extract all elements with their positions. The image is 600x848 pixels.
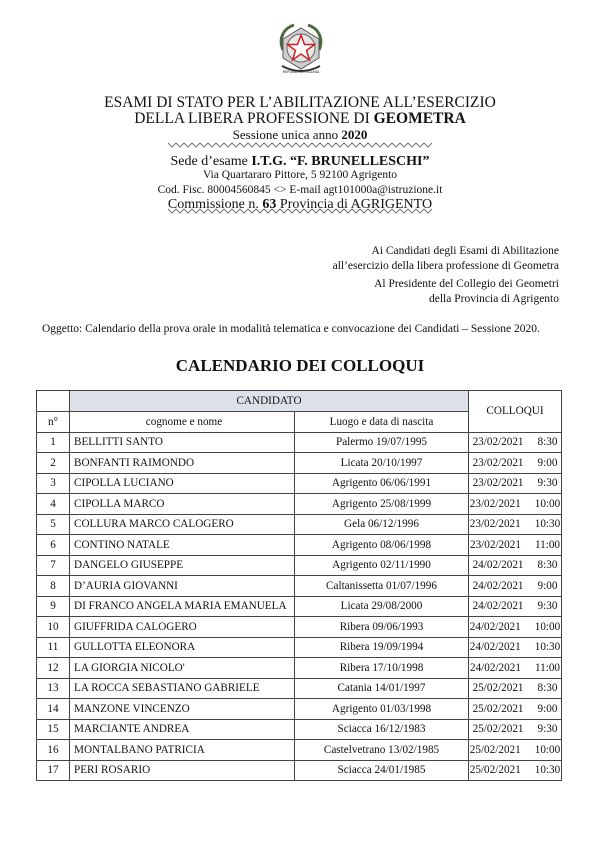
row-number: 17	[37, 760, 70, 781]
table-row	[37, 678, 562, 699]
table-row	[37, 740, 562, 761]
calendar-title: CALENDARIO DEI COLLOQUI	[175, 356, 425, 375]
table-row	[37, 432, 562, 453]
sede-prefix: Sede d’esame	[170, 154, 252, 169]
colloquio-slot	[469, 514, 562, 535]
recipient-candidates-line2: all’esercizio della libera professione di Geometra	[332, 260, 559, 272]
birth-place-date: Catania 14/01/1997	[295, 678, 469, 699]
colloquio-time: 10:30	[534, 641, 561, 654]
row-number: 2	[37, 453, 70, 474]
candidate-name: MARCIANTE ANDREA	[70, 719, 295, 740]
colloquio-slot	[469, 740, 562, 761]
birth-place-date: Agrigento 08/06/1998	[295, 535, 469, 556]
colloquio-date: 23/02/2021	[469, 497, 521, 510]
row-number: 6	[37, 535, 70, 556]
colloquio-date: 24/02/2021	[472, 600, 524, 613]
birth-place-date: Gela 06/12/1996	[295, 514, 469, 535]
birth-place-date: Agrigento 02/11/1990	[295, 555, 469, 576]
birth-place-date: Ribera 09/06/1993	[295, 617, 469, 638]
colloquio-slot	[469, 678, 562, 699]
colloquio-date: 23/02/2021	[469, 538, 521, 551]
colloquio-time: 9:30	[537, 723, 558, 736]
row-number: 14	[37, 699, 70, 720]
colloquio-time: 8:30	[537, 682, 558, 695]
birth-place-date: Agrigento 01/03/1998	[295, 699, 469, 720]
table-row	[37, 658, 562, 679]
recipient-president-line1: Al Presidente del Collegio dei Geometri	[374, 278, 559, 290]
colloquio-date: 25/02/2021	[469, 764, 521, 777]
colloquio-date: 25/02/2021	[472, 682, 524, 695]
decorative-divider	[168, 207, 432, 215]
candidate-name: BONFANTI RAIMONDO	[70, 453, 295, 474]
header-line2-prefix: DELLA LIBERA PROFESSIONE DI	[134, 110, 374, 127]
colloquio-date: 23/02/2021	[472, 477, 524, 490]
colloquio-slot	[469, 555, 562, 576]
row-number: 4	[37, 494, 70, 515]
table-row	[37, 617, 562, 638]
colloquio-slot	[469, 473, 562, 494]
candidate-name: COLLURA MARCO CALOGERO	[70, 514, 295, 535]
colloquio-time: 10:00	[534, 743, 561, 756]
colloquio-date: 24/02/2021	[469, 620, 521, 633]
colloquio-date: 25/02/2021	[472, 702, 524, 715]
birth-place-date: Castelvetrano 13/02/1985	[295, 740, 469, 761]
row-number: 9	[37, 596, 70, 617]
candidate-name: CONTINO NATALE	[70, 535, 295, 556]
candidate-name: CIPOLLA LUCIANO	[70, 473, 295, 494]
subject-line: Oggetto: Calendario della prova orale in modalità telematica e convocazione dei Candidati – Sessione 2020.	[42, 323, 540, 335]
birth-place-date: Agrigento 25/08/1999	[295, 494, 469, 515]
recipient-president-line2: della Provincia di Agrigento	[429, 293, 559, 305]
colloquio-time: 10:00	[534, 497, 561, 510]
candidate-name: PERI ROSARIO	[70, 760, 295, 781]
colloquio-time: 10:30	[534, 518, 561, 531]
table-row	[37, 555, 562, 576]
row-number: 5	[37, 514, 70, 535]
header-line1: ESAMI DI STATO PER L’ABILITAZIONE ALL’ESERCIZIO	[104, 94, 496, 111]
table-row	[37, 535, 562, 556]
colloquio-date: 25/02/2021	[469, 743, 521, 756]
colloquio-slot	[469, 535, 562, 556]
candidate-name: DANGELO GIUSEPPE	[70, 555, 295, 576]
header-spacer	[37, 391, 70, 412]
colloquio-slot	[469, 596, 562, 617]
colloquio-slot	[469, 699, 562, 720]
recipient-president	[374, 277, 559, 307]
commission-number: 63	[262, 197, 277, 212]
row-number: 13	[37, 678, 70, 699]
table-row	[37, 514, 562, 535]
table-row	[37, 719, 562, 740]
candidate-name: DI FRANCO ANGELA MARIA EMANUELA	[70, 596, 295, 617]
recipient-candidates-line1: Ai Candidati degli Esami di Abilitazione	[371, 245, 559, 257]
table-row	[37, 453, 562, 474]
header-line2	[0, 111, 600, 127]
colloquio-date: 24/02/2021	[472, 559, 524, 572]
candidate-name: LA GIORGIA NICOLO'	[70, 658, 295, 679]
colloquio-date: 24/02/2021	[469, 641, 521, 654]
calendar-table	[36, 390, 562, 781]
recipient-candidates	[333, 244, 559, 274]
colloquio-time: 10:30	[534, 764, 561, 777]
colloquio-time: 9:00	[537, 456, 558, 469]
candidate-name: LA ROCCA SEBASTIANO GABRIELE	[70, 678, 295, 699]
sede-address: Via Quartararo Pittore, 5 92100 Agrigento	[202, 169, 398, 181]
colloquio-date: 23/02/2021	[472, 456, 524, 469]
colloquio-date: 24/02/2021	[472, 579, 524, 592]
table-row	[37, 576, 562, 597]
colloquio-date: 24/02/2021	[469, 661, 521, 674]
row-number: 10	[37, 617, 70, 638]
colloquio-time: 9:00	[537, 702, 558, 715]
colloquio-slot	[469, 432, 562, 453]
colloquio-slot	[469, 719, 562, 740]
colloquio-date: 25/02/2021	[472, 723, 524, 736]
candidate-name: BELLITTI SANTO	[70, 432, 295, 453]
colloquio-slot	[469, 494, 562, 515]
header-number: n°	[37, 412, 70, 433]
commission-province: Provincia di AGRIGENTO	[276, 197, 433, 212]
colloquio-time: 11:00	[534, 661, 561, 674]
colloquio-time: 9:30	[537, 600, 558, 613]
table-row	[37, 637, 562, 658]
row-number: 15	[37, 719, 70, 740]
candidate-name: GIUFFRIDA CALOGERO	[70, 617, 295, 638]
birth-place-date: Ribera 17/10/1998	[295, 658, 469, 679]
row-number: 3	[37, 473, 70, 494]
table-row	[37, 494, 562, 515]
candidate-name: D’AURIA GIOVANNI	[70, 576, 295, 597]
candidate-name: MANZONE VINCENZO	[70, 699, 295, 720]
colloquio-slot	[469, 760, 562, 781]
colloquio-time: 8:30	[537, 559, 558, 572]
candidate-name: GULLOTTA ELEONORA	[70, 637, 295, 658]
colloquio-slot	[469, 637, 562, 658]
colloquio-slot	[469, 453, 562, 474]
row-number: 7	[37, 555, 70, 576]
colloquio-time: 9:30	[537, 477, 558, 490]
colloquio-time: 9:00	[537, 579, 558, 592]
emblem-text: REPUBBLICA ITALIANA	[282, 70, 320, 74]
birth-place-date: Agrigento 06/06/1991	[295, 473, 469, 494]
session-year: 2020	[341, 127, 368, 142]
colloquio-time: 11:00	[534, 538, 561, 551]
row-number: 8	[37, 576, 70, 597]
header-name: cognome e nome	[70, 412, 295, 433]
birth-place-date: Licata 20/10/1997	[295, 453, 469, 474]
colloquio-date: 23/02/2021	[472, 436, 524, 449]
header-candidato: CANDIDATO	[70, 391, 469, 412]
sede-contact: Cod. Fisc. 80004560845 <> E-mail agt101000a@istruzione.it	[157, 184, 443, 196]
candidate-name: MONTALBANO PATRICIA	[70, 740, 295, 761]
birth-place-date: Caltanissetta 01/07/1996	[295, 576, 469, 597]
birth-place-date: Licata 29/08/2000	[295, 596, 469, 617]
birth-place-date: Palermo 19/07/1995	[295, 432, 469, 453]
row-number: 12	[37, 658, 70, 679]
colloquio-time: 8:30	[537, 436, 558, 449]
header-birth: Luogo e data di nascita	[295, 412, 469, 433]
birth-place-date: Sciacca 24/01/1985	[295, 760, 469, 781]
birth-place-date: Sciacca 16/12/1983	[295, 719, 469, 740]
table-row	[37, 596, 562, 617]
row-number: 1	[37, 432, 70, 453]
session-prefix: Sessione unica anno	[232, 127, 342, 142]
session-line	[0, 128, 600, 141]
decorative-divider	[168, 141, 432, 149]
table-row	[37, 699, 562, 720]
table-row	[37, 760, 562, 781]
republic-emblem-icon	[276, 20, 326, 76]
colloquio-slot	[469, 576, 562, 597]
row-number: 11	[37, 637, 70, 658]
colloquio-slot	[469, 658, 562, 679]
birth-place-date: Ribera 19/09/1994	[295, 637, 469, 658]
colloquio-slot	[469, 617, 562, 638]
table-row	[37, 473, 562, 494]
header-colloqui: COLLOQUI	[469, 391, 562, 433]
school-name: I.T.G. “F. BRUNELLESCHI”	[251, 154, 430, 169]
header-profession: GEOMETRA	[373, 110, 466, 127]
commission-prefix: Commissione n.	[167, 197, 263, 212]
sede-line	[0, 155, 600, 169]
candidate-name: CIPOLLA MARCO	[70, 494, 295, 515]
row-number: 16	[37, 740, 70, 761]
colloquio-date: 23/02/2021	[469, 518, 521, 531]
colloquio-time: 10:00	[534, 620, 561, 633]
